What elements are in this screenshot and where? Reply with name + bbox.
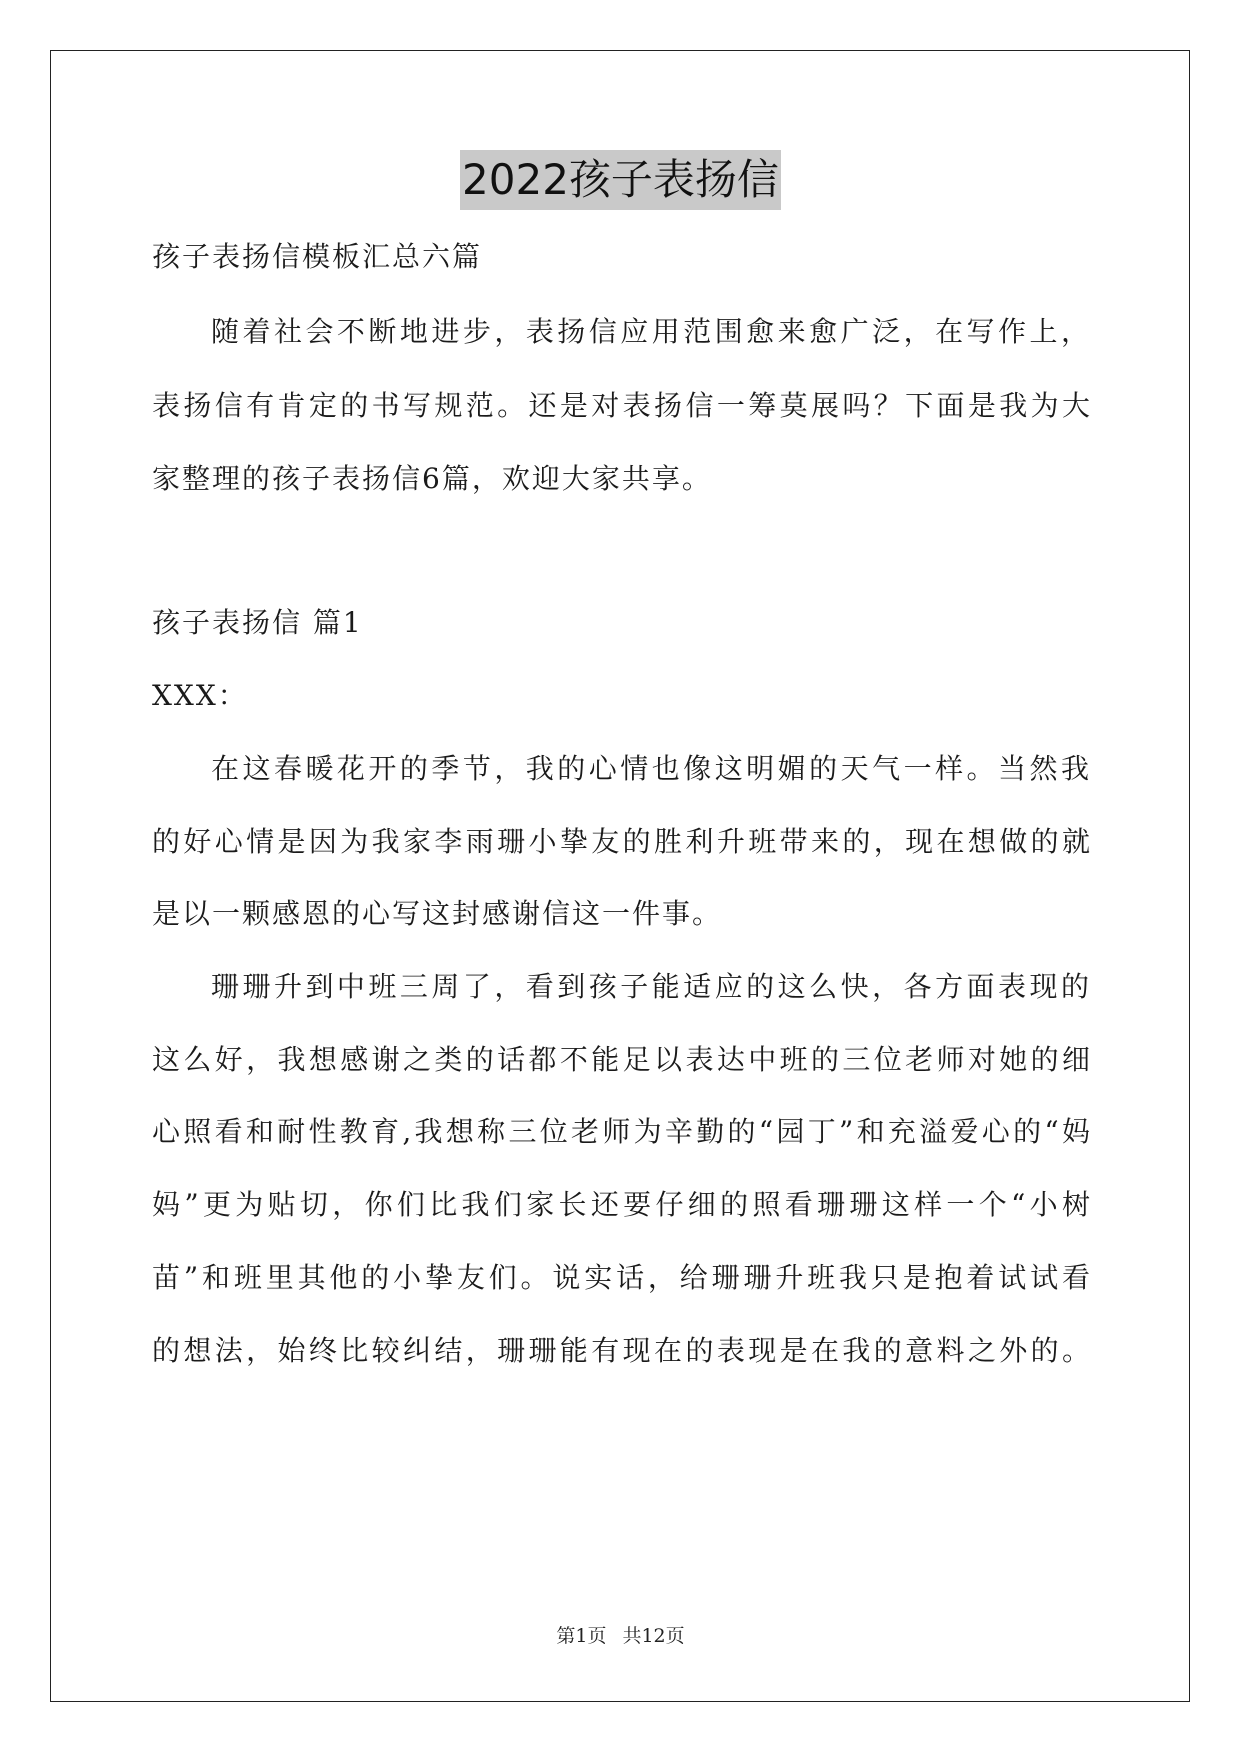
document-subtitle: 孩子表扬信模板汇总六篇 — [152, 240, 483, 273]
salutation: XXX： — [152, 679, 248, 712]
paragraph2-line-1: 珊珊升到中班三周了，看到孩子能适应的这么快，各方面表现的 — [211, 970, 1091, 1003]
paragraph1-line-3: 是以一颗感恩的心写这封感谢信这一件事。 — [152, 897, 723, 930]
intro-line-3: 家整理的孩子表扬信6篇，欢迎大家共享。 — [152, 462, 712, 495]
section-heading: 孩子表扬信 篇1 — [152, 606, 363, 639]
page-number-total: 共12页 — [622, 1625, 685, 1647]
page-number-current: 第1页 — [556, 1625, 607, 1647]
document-title: 2022孩子表扬信 — [460, 150, 781, 210]
page-footer — [0, 1624, 1241, 1648]
paragraph1-line-2: 的好心情是因为我家李雨珊小挚友的胜利升班带来的，现在想做的就 — [152, 825, 1092, 858]
paragraph1-line-1: 在这春暖花开的季节，我的心情也像这明媚的天气一样。当然我 — [211, 752, 1091, 785]
intro-line-2: 表扬信有肯定的书写规范。还是对表扬信一筹莫展吗？下面是我为大 — [152, 389, 1092, 422]
intro-line-1: 随着社会不断地进步，表扬信应用范围愈来愈广泛，在写作上， — [211, 315, 1091, 348]
page-border — [50, 50, 1190, 1702]
paragraph2-line-4: 妈”更为贴切，你们比我们家长还要仔细的照看珊珊这样一个“小树 — [152, 1188, 1092, 1221]
paragraph2-line-6: 的想法，始终比较纠结，珊珊能有现在的表现是在我的意料之外的。 — [152, 1334, 1092, 1367]
paragraph2-line-5: 苗”和班里其他的小挚友们。说实话，给珊珊升班我只是抱着试试看 — [152, 1261, 1092, 1294]
paragraph2-line-2: 这么好，我想感谢之类的话都不能足以表达中班的三位老师对她的细 — [152, 1043, 1092, 1076]
title-container — [0, 150, 1241, 210]
paragraph2-line-3: 心照看和耐性教育,我想称三位老师为辛勤的“园丁”和充溢爱心的“妈 — [152, 1115, 1092, 1148]
